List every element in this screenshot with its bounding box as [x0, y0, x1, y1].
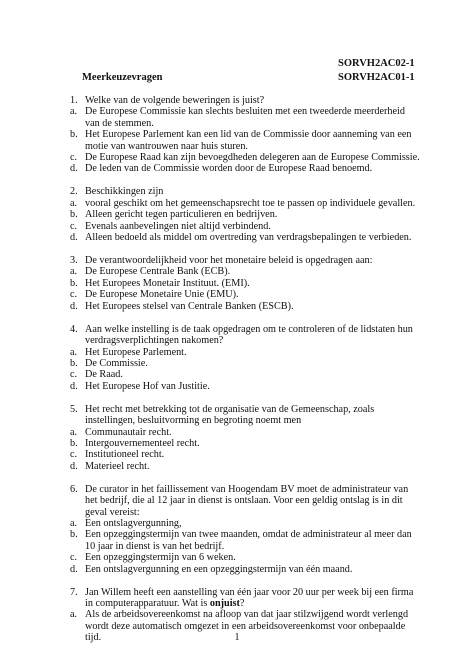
- question-stem-text: Jan Willem heeft een aanstelling van één jaar voor 20 uur per week bij een firma in computerapparatuur. Wat is: [85, 586, 414, 609]
- course-code-top: SORVH2AC02-1: [338, 58, 415, 69]
- answer-option: [70, 369, 420, 380]
- answer-option-text: Alleen gericht tegen particulieren en bedrijven.: [85, 209, 278, 221]
- answer-option-number: c.: [70, 289, 78, 301]
- answer-option-number: d.: [70, 460, 78, 472]
- answer-option-text: Een opzeggingstermijn van 6 weken.: [85, 552, 236, 564]
- question-stem-number: 3.: [70, 255, 78, 267]
- page-title: Meerkeuzevragen: [82, 72, 163, 83]
- question-stem-number: 4.: [70, 323, 78, 335]
- question-5: [70, 404, 420, 472]
- answer-option-text: Als de arbeidsovereenkomst na afloop van dat jaar stilzwijgend wordt verlengd wordt deze automatisch omgezet in een arbeidsovereenkomst voor onbepaalde tijd.: [85, 609, 409, 644]
- answer-option-text: De leden van de Commissie worden door de Europese Raad benoemd.: [85, 163, 373, 175]
- answer-option: [70, 152, 420, 163]
- answer-option-number: b.: [70, 209, 78, 221]
- question-stem-text: Aan welke instelling is de taak opgedragen om te controleren of de lidstaten hun verdragsverplichtingen nakomen?: [85, 323, 413, 347]
- page-number: 1: [234, 632, 240, 643]
- answer-option: [70, 209, 420, 220]
- answer-option-text: vooral geschikt om het gemeenschapsrecht toe te passen op individuele gevallen.: [85, 197, 416, 209]
- answer-option: [70, 381, 420, 392]
- answer-option-number: b.: [70, 437, 78, 449]
- question-3: [70, 255, 420, 312]
- answer-option-number: d.: [70, 163, 78, 175]
- question-4: [70, 324, 420, 392]
- question-list: [70, 95, 420, 655]
- answer-option-text: Het Europese Hof van Justitie.: [85, 380, 210, 392]
- question-2: [70, 186, 420, 243]
- answer-option: [70, 552, 420, 563]
- answer-option-text: Een ontslagvergunning,: [85, 517, 182, 529]
- answer-option-text: Het Europese Parlement.: [85, 346, 187, 358]
- answer-option: [70, 163, 420, 174]
- question-stem-text: De curator in het faillissement van Hoogendam BV moet de administrateur van het bedrijf, die al 12 jaar in dienst is ontslaan. Voor een geldig ontslag is in dit geval vereist:: [85, 483, 409, 518]
- answer-option-text: De Raad.: [85, 369, 123, 381]
- answer-option-number: b.: [70, 129, 78, 141]
- answer-option-text: Intergouvernementeel recht.: [85, 437, 200, 449]
- answer-option-number: d.: [70, 300, 78, 312]
- question-stem-text: Het recht met betrekking tot de organisatie van de Gemeenschap, zoals instellingen, besluitvorming en begroting noemt men: [85, 403, 375, 427]
- answer-option-number: b.: [70, 277, 78, 289]
- question-stem-text: De verantwoordelijkheid voor het monetaire beleid is opgedragen aan:: [85, 255, 373, 267]
- answer-option-number: d.: [70, 563, 78, 575]
- question-stem-number: 5.: [70, 403, 78, 415]
- answer-option-number: b.: [70, 529, 78, 541]
- answer-option-number: a.: [70, 517, 78, 529]
- answer-option: [70, 529, 420, 552]
- answer-option-text: Communautair recht.: [85, 426, 172, 438]
- answer-option-number: c.: [70, 152, 78, 164]
- answer-option: [70, 232, 420, 243]
- answer-option: [70, 358, 420, 369]
- answer-option-number: a.: [70, 609, 78, 621]
- question-stem: [70, 404, 420, 427]
- question-6: [70, 484, 420, 575]
- question-stem: [70, 484, 420, 518]
- answer-option: [70, 106, 420, 129]
- answer-option-number: a.: [70, 266, 78, 278]
- answer-option-number: b.: [70, 357, 78, 369]
- answer-option-text: De Europese Raad kan zijn bevoegdheden delegeren aan de Europese Commissie.: [85, 152, 420, 164]
- answer-option-number: c.: [70, 369, 78, 381]
- answer-option: [70, 427, 420, 438]
- answer-option: [70, 301, 420, 312]
- answer-option: [70, 278, 420, 289]
- answer-option: [70, 129, 420, 152]
- answer-option-number: a.: [70, 426, 78, 438]
- answer-option: [70, 289, 420, 300]
- answer-option-number: c.: [70, 220, 78, 232]
- answer-option: [70, 266, 420, 277]
- question-stem: [70, 255, 420, 266]
- answer-option-number: d.: [70, 380, 78, 392]
- answer-option-text: De Europese Commissie kan slechts besluiten met een tweederde meerderheid van de stemmen.: [85, 106, 405, 129]
- answer-option-text: Het Europees Monetair Instituut. (EMI).: [85, 277, 250, 289]
- question-stem-end: ?: [239, 598, 245, 609]
- answer-option-number: a.: [70, 106, 78, 118]
- question-stem-text: Beschikkingen zijn: [85, 186, 164, 198]
- answer-option-text: Het Europese Parlement kan een lid van de Commissie door aanneming van een motie van wantrouwen naar huis sturen.: [85, 129, 412, 152]
- answer-option-text: Het Europees stelsel van Centrale Banken (ESCB).: [85, 300, 294, 312]
- question-stem-number: 2.: [70, 186, 78, 198]
- answer-option-number: d.: [70, 232, 78, 244]
- answer-option: [70, 347, 420, 358]
- answer-option: [70, 198, 420, 209]
- answer-option-number: a.: [70, 197, 78, 209]
- answer-option-text: De Europese Centrale Bank (ECB).: [85, 266, 231, 278]
- answer-option: [70, 564, 420, 575]
- question-stem-number: 7.: [70, 586, 78, 598]
- answer-option-text: Institutioneel recht.: [85, 449, 165, 461]
- answer-option-number: a.: [70, 346, 78, 358]
- answer-option-text: Evenals aanbevelingen niet altijd verbindend.: [85, 220, 271, 232]
- answer-option-number: c.: [70, 552, 78, 564]
- question-stem: [70, 186, 420, 197]
- question-stem-text: Welke van de volgende beweringen is juist?: [85, 95, 265, 106]
- answer-option: [70, 221, 420, 232]
- answer-option-text: De Europese Monetaire Unie (EMU).: [85, 289, 239, 301]
- answer-option-text: De Commissie.: [85, 357, 148, 369]
- answer-option: [70, 461, 420, 472]
- question-1: [70, 95, 420, 175]
- answer-option-text: Materieel recht.: [85, 460, 150, 472]
- answer-option: [70, 449, 420, 460]
- emphasis-word: onjuist: [209, 598, 240, 609]
- question-stem: [70, 587, 420, 610]
- question-stem-number: 1.: [70, 95, 78, 106]
- answer-option-number: c.: [70, 449, 78, 461]
- answer-option: [70, 518, 420, 529]
- answer-option-text: Alleen bedoeld als middel om overtreding van verdragsbepalingen te verbieden.: [85, 232, 412, 244]
- question-stem: [70, 95, 420, 106]
- answer-option: [70, 438, 420, 449]
- answer-option-text: Een opzeggingstermijn van twee maanden, omdat de administrateur al meer dan 10 jaar in dienst is van het bedrijf.: [85, 529, 412, 552]
- answer-option-text: Een ontslagvergunning en een opzeggingstermijn van één maand.: [85, 563, 353, 575]
- question-stem-number: 6.: [70, 483, 78, 495]
- question-stem: [70, 324, 420, 347]
- course-code-second: SORVH2AC01-1: [338, 72, 415, 83]
